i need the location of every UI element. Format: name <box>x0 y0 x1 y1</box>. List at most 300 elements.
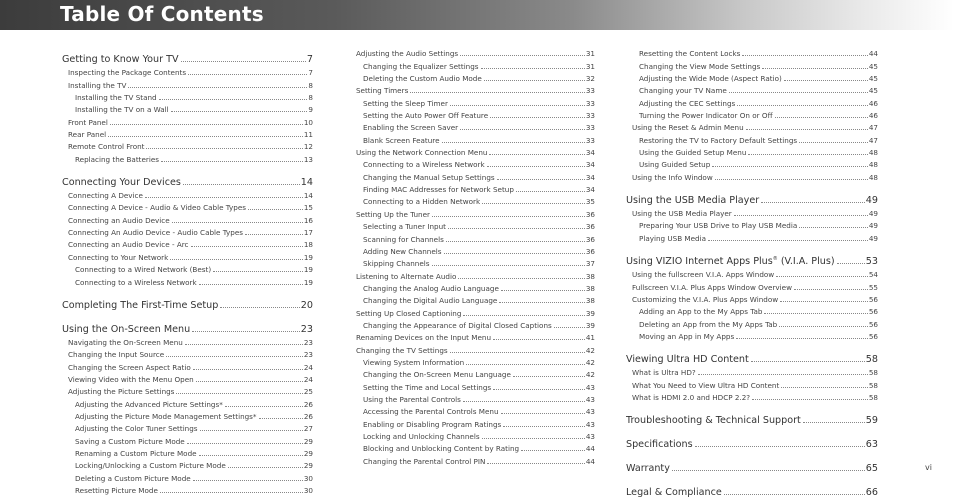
toc-entry-page: 49 <box>868 209 878 219</box>
dot-leader <box>715 179 868 180</box>
toc-column-1 <box>62 46 313 495</box>
dot-leader <box>245 234 303 235</box>
toc-entry-page: 43 <box>585 407 595 417</box>
dot-leader <box>672 470 865 471</box>
toc-entry-title: Changing the Input Source <box>68 350 165 360</box>
toc-entry-page: 23 <box>300 323 313 335</box>
toc-entry-page: 44 <box>585 456 595 466</box>
toc-entry-title: Renaming a Custom Picture Mode <box>75 448 197 458</box>
toc-section-entry[interactable] <box>626 481 878 498</box>
page-title: Table Of Contents <box>60 2 264 26</box>
toc-entry-page: 26 <box>303 399 313 409</box>
toc-entry-title: Changing the TV Settings <box>356 345 448 355</box>
toc-entry[interactable] <box>626 157 878 169</box>
toc-entry[interactable] <box>350 441 595 453</box>
dot-leader <box>501 290 585 291</box>
toc-entry-page: 46 <box>868 111 878 121</box>
toc-entry-page: 7 <box>306 54 313 65</box>
toc-entry-title: Installing the TV <box>68 80 127 90</box>
toc-entry-title: Replacing the Batteries <box>75 154 159 164</box>
toc-entry-page: 38 <box>585 271 595 281</box>
toc-entry-title: Using the fullscreen V.I.A. Apps Window <box>632 270 775 280</box>
toc-entry-title: Using the Parental Controls <box>363 394 461 404</box>
toc-entry-title: Setting the Time and Local Settings <box>363 382 492 392</box>
toc-entry-title: Fullscreen V.I.A. Plus Apps Window Overview <box>632 282 792 292</box>
toc-entry-page: 43 <box>585 382 595 392</box>
toc-entry-page: 11 <box>303 130 313 140</box>
toc-entry-title: Changing the Digital Audio Language <box>363 296 498 306</box>
toc-entry[interactable] <box>626 46 878 58</box>
toc-entry[interactable] <box>626 279 878 291</box>
toc-entry[interactable] <box>350 231 595 243</box>
dot-leader <box>742 55 867 56</box>
toc-entry[interactable] <box>62 225 313 237</box>
toc-entry-title: Front Panel <box>68 117 108 127</box>
toc-entry-title: Connecting an Audio Device - Arc <box>68 240 189 250</box>
toc-entry-page: 43 <box>585 432 595 441</box>
toc-entry-page: 48 <box>868 160 878 170</box>
toc-section-entry[interactable] <box>626 348 878 365</box>
dot-leader <box>191 246 303 247</box>
toc-entry-title: Connecting an Audio Device <box>68 215 170 225</box>
toc-entry-title: Playing USB Media <box>639 233 707 243</box>
toc-entry-page: 53 <box>865 255 878 267</box>
toc-entry[interactable] <box>350 429 595 441</box>
toc-entry-title: Adjusting the Advanced Picture Settings* <box>75 399 223 409</box>
toc-entry[interactable] <box>626 329 878 341</box>
dot-leader <box>432 265 585 266</box>
toc-entry-page: 45 <box>868 74 878 84</box>
toc-entry-page: 63 <box>865 438 878 450</box>
toc-entry-title: Using Guided Setup <box>639 160 711 170</box>
toc-entry[interactable] <box>350 206 595 218</box>
dot-leader <box>463 401 585 402</box>
toc-entry[interactable] <box>350 71 595 83</box>
toc-entry-title: Enabling or Disabling Program Ratings <box>363 419 502 429</box>
toc-entry-page: 58 <box>868 392 878 402</box>
toc-entry[interactable] <box>626 304 878 316</box>
toc-entry-page: 56 <box>868 307 878 317</box>
toc-entry[interactable] <box>62 421 313 433</box>
dot-leader <box>837 263 865 264</box>
dot-leader <box>521 450 585 451</box>
toc-section-entry[interactable] <box>62 171 313 188</box>
toc-entry-page: 36 <box>585 209 595 219</box>
toc-entry-page: 39 <box>585 320 595 330</box>
toc-entry[interactable] <box>350 330 595 342</box>
toc-entry[interactable] <box>350 355 595 367</box>
toc-entry-title: Completing The First-Time Setup <box>62 299 219 311</box>
toc-section-entry[interactable] <box>626 189 878 206</box>
dot-leader <box>450 105 585 106</box>
toc-entry[interactable] <box>62 335 313 347</box>
toc-entry[interactable] <box>350 367 595 379</box>
toc-entry[interactable] <box>62 151 313 163</box>
toc-entry-title: Installing the TV Stand <box>75 93 157 103</box>
toc-entry[interactable] <box>350 416 595 428</box>
toc-entry-page: 36 <box>585 222 595 232</box>
toc-entry-title: Selecting a Tuner Input <box>363 222 446 232</box>
toc-entry-title: Skipping Channels <box>363 259 430 269</box>
toc-entry-page: 31 <box>585 61 595 71</box>
toc-column-3 <box>626 46 878 498</box>
toc-entry-title: Listening to Alternate Audio <box>356 271 457 281</box>
dot-leader <box>185 344 303 345</box>
toc-entry-page: 13 <box>303 154 313 164</box>
dot-leader <box>110 124 303 125</box>
toc-entry[interactable] <box>350 256 595 268</box>
toc-entry[interactable] <box>350 83 595 95</box>
dot-leader <box>432 216 585 217</box>
toc-entry-page: 56 <box>868 294 878 304</box>
toc-entry-page: 47 <box>868 123 878 133</box>
toc-entry-page: 33 <box>585 135 595 145</box>
toc-entry-page: 31 <box>585 49 595 59</box>
dot-leader <box>145 197 303 198</box>
toc-entry[interactable] <box>350 169 595 181</box>
toc-entry-title: What You Need to View Ultra HD Content <box>632 380 780 390</box>
toc-entry[interactable] <box>626 390 878 402</box>
toc-entry-page: 24 <box>303 362 313 372</box>
toc-entry-title: Adjusting the CEC Settings <box>639 98 736 108</box>
toc-entry-page: 47 <box>868 135 878 145</box>
toc-entry[interactable] <box>62 249 313 261</box>
toc-entry-title: Deleting an App from the My Apps Tab <box>639 319 778 329</box>
toc-entry-page: 42 <box>585 370 595 380</box>
toc-entry-page: 29 <box>303 448 313 458</box>
dot-leader <box>108 136 303 137</box>
toc-entry[interactable] <box>350 379 595 391</box>
dot-leader <box>729 92 868 93</box>
toc-entry[interactable] <box>62 446 313 458</box>
toc-entry-title: Viewing Ultra HD Content <box>626 353 749 365</box>
toc-entry-title: Changing the Appearance of Digital Closed Captions <box>363 320 552 330</box>
toc-entry[interactable] <box>62 200 313 212</box>
dot-leader <box>737 105 868 106</box>
toc-entry-page: 30 <box>303 485 313 495</box>
dot-leader <box>193 480 303 481</box>
toc-entry[interactable] <box>626 95 878 107</box>
dot-leader <box>187 443 303 444</box>
toc-entry[interactable] <box>626 377 878 389</box>
toc-entry-title: Using VIZIO Internet Apps Plus® (V.I.A. Plus) <box>626 255 835 267</box>
dot-leader <box>499 302 584 303</box>
toc-entry-page: 12 <box>303 142 313 152</box>
toc-entry-title: Moving an App in My Apps <box>639 331 735 341</box>
toc-entry-page: 30 <box>303 473 313 483</box>
dot-leader <box>160 492 303 493</box>
toc-entry[interactable] <box>350 293 595 305</box>
toc-entry-page: 34 <box>585 185 595 195</box>
toc-entry[interactable] <box>62 470 313 482</box>
toc-entry[interactable] <box>350 132 595 144</box>
toc-section-entry[interactable] <box>626 409 878 426</box>
toc-entry-title: Viewing Video with the Menu Open <box>68 374 194 384</box>
toc-entry-title: Adjusting the Picture Mode Management Settings* <box>75 411 257 421</box>
toc-entry-title: Setting the Sleep Timer <box>363 98 448 108</box>
toc-entry[interactable] <box>350 58 595 70</box>
toc-entry-title: Blank Screen Feature <box>363 135 440 145</box>
toc-section-entry[interactable] <box>626 250 878 267</box>
toc-entry[interactable] <box>350 318 595 330</box>
title-bar <box>0 0 954 30</box>
toc-entry-page: 26 <box>303 411 313 421</box>
dot-leader <box>695 446 865 447</box>
dot-leader <box>503 426 585 427</box>
toc-entry[interactable] <box>350 108 595 120</box>
toc-entry[interactable] <box>62 458 313 470</box>
dot-leader <box>482 203 585 204</box>
toc-entry[interactable] <box>350 120 595 132</box>
toc-entry-title: Setting Up Closed Captioning <box>356 308 462 318</box>
dot-leader <box>761 202 865 203</box>
toc-entry[interactable] <box>350 157 595 169</box>
toc-entry-page: 39 <box>585 308 595 318</box>
toc-entry-title: Changing the Parental Control PIN <box>363 456 486 466</box>
dot-leader <box>444 253 585 254</box>
toc-entry[interactable] <box>62 77 313 89</box>
toc-entry[interactable] <box>626 267 878 279</box>
toc-entry[interactable] <box>626 58 878 70</box>
toc-entry-title: Changing the On-Screen Menu Language <box>363 370 511 380</box>
toc-entry-title: What is HDMI 2.0 and HDCP 2.2? <box>632 392 751 402</box>
toc-entry[interactable] <box>350 145 595 157</box>
toc-entry[interactable] <box>62 384 313 396</box>
toc-section-entry[interactable] <box>626 433 878 450</box>
toc-entry-title: Using the Guided Setup Menu <box>639 148 747 158</box>
toc-entry-page: 19 <box>303 252 313 262</box>
toc-entry-page: 33 <box>585 123 595 133</box>
toc-entry-page: 19 <box>303 265 313 275</box>
toc-entry-page: 32 <box>585 74 595 84</box>
toc-entry[interactable] <box>350 194 595 206</box>
dot-leader <box>176 393 302 394</box>
toc-entry-page: 48 <box>868 148 878 158</box>
toc-entry[interactable] <box>626 292 878 304</box>
toc-entry-page: 14 <box>303 191 313 201</box>
toc-entry[interactable] <box>62 372 313 384</box>
toc-entry[interactable] <box>350 404 595 416</box>
dot-leader <box>481 68 585 69</box>
toc-entry-title: Restoring the TV to Factory Default Settings <box>639 135 798 145</box>
toc-entry[interactable] <box>62 102 313 114</box>
dot-leader <box>799 227 868 228</box>
dot-leader <box>188 74 307 75</box>
toc-entry-title: Locking and Unlocking Channels <box>363 432 480 441</box>
toc-entry[interactable] <box>350 95 595 107</box>
toc-section-entry[interactable] <box>626 457 878 474</box>
toc-entry-page: 46 <box>868 98 878 108</box>
toc-entry[interactable] <box>626 316 878 328</box>
toc-entry-title: Turning the Power Indicator On or Off <box>639 111 773 121</box>
toc-entry-title: Using the Network Connection Menu <box>356 148 488 158</box>
toc-entry-title: Navigating the On-Screen Menu <box>68 337 183 347</box>
toc-entry[interactable] <box>350 342 595 354</box>
toc-entry-page: 36 <box>585 246 595 256</box>
toc-entry-page: 44 <box>585 444 595 454</box>
dot-leader <box>776 276 868 277</box>
toc-entry-page: 41 <box>585 333 595 343</box>
toc-entry[interactable] <box>62 483 313 495</box>
toc-entry-title: Warranty <box>626 462 670 474</box>
toc-entry-title: Setting Timers <box>356 86 409 96</box>
toc-entry[interactable] <box>62 274 313 286</box>
toc-entry-page: 7 <box>308 68 313 78</box>
toc-entry-title: Connecting A Device - Audio & Video Cable Types <box>68 203 247 213</box>
dot-leader <box>751 361 865 362</box>
toc-entry-page: 23 <box>303 350 313 360</box>
toc-entry[interactable] <box>62 347 313 359</box>
dot-leader <box>794 289 868 290</box>
toc-entry-page: 14 <box>300 176 313 188</box>
toc-entry[interactable] <box>626 145 878 157</box>
toc-entry[interactable] <box>62 237 313 249</box>
toc-entry[interactable] <box>626 120 878 132</box>
toc-entry[interactable] <box>62 90 313 102</box>
toc-section-entry[interactable] <box>62 48 313 65</box>
toc-entry-page: 34 <box>585 160 595 170</box>
dot-leader <box>193 369 303 370</box>
toc-entry[interactable] <box>62 433 313 445</box>
toc-entry-title: Changing the Equalizer Settings <box>363 61 479 71</box>
toc-entry[interactable] <box>62 262 313 274</box>
toc-entry[interactable] <box>350 46 595 58</box>
toc-entry[interactable] <box>350 305 595 317</box>
toc-entry-title: Adjusting the Picture Settings <box>68 387 175 397</box>
toc-entry[interactable] <box>626 230 878 242</box>
toc-entry-title: Changing the Manual Setup Settings <box>363 172 495 182</box>
toc-entry-page: 35 <box>585 197 595 207</box>
toc-entry[interactable] <box>626 365 878 377</box>
toc-entry-page: 23 <box>303 337 313 347</box>
toc-entry-page: 29 <box>303 436 313 446</box>
toc-entry[interactable] <box>62 65 313 77</box>
toc-entry-page: 17 <box>303 228 313 238</box>
toc-entry-page: 65 <box>865 462 878 474</box>
dot-leader <box>708 240 868 241</box>
toc-entry-page: 38 <box>585 283 595 293</box>
toc-entry-title: Viewing System Information <box>363 357 465 367</box>
toc-entry-page: 45 <box>868 86 878 96</box>
dot-leader <box>748 154 867 155</box>
dot-leader <box>736 338 868 339</box>
dot-leader <box>448 228 585 229</box>
toc-entry-title: Setting Up the Tuner <box>356 209 430 219</box>
toc-section-entry[interactable] <box>62 318 313 335</box>
toc-entry-title: Changing the Analog Audio Language <box>363 283 499 293</box>
dot-leader <box>781 387 868 388</box>
dot-leader <box>161 161 303 162</box>
toc-entry-title: Customizing the V.I.A. Plus Apps Window <box>632 294 779 304</box>
toc-entry[interactable] <box>626 108 878 120</box>
toc-entry[interactable] <box>626 218 878 230</box>
dot-leader <box>712 166 868 167</box>
toc-entry[interactable] <box>626 71 878 83</box>
toc-entry-page: 55 <box>868 282 878 292</box>
dot-leader <box>460 129 585 130</box>
dot-leader <box>213 271 303 272</box>
toc-entry-page: 42 <box>585 357 595 367</box>
toc-entry-title: Legal & Compliance <box>626 486 722 498</box>
toc-entry-page: 34 <box>585 172 595 182</box>
toc-entry-page: 58 <box>868 380 878 390</box>
dot-leader <box>220 307 299 308</box>
toc-entry-page: 16 <box>303 215 313 225</box>
toc-entry[interactable] <box>62 359 313 371</box>
toc-entry[interactable] <box>350 182 595 194</box>
toc-entry[interactable] <box>350 453 595 465</box>
dot-leader <box>181 61 306 62</box>
toc-entry-page: 29 <box>303 461 313 471</box>
dot-leader <box>199 455 303 456</box>
dot-leader <box>170 259 303 260</box>
toc-entry-title: Enabling the Screen Saver <box>363 123 459 133</box>
dot-leader <box>803 422 865 423</box>
toc-entry[interactable] <box>626 169 878 181</box>
toc-entry[interactable] <box>62 212 313 224</box>
toc-entry[interactable] <box>626 132 878 144</box>
dot-leader <box>779 326 868 327</box>
toc-entry[interactable] <box>626 206 878 218</box>
dot-leader <box>466 364 585 365</box>
toc-entry[interactable] <box>62 127 313 139</box>
dot-leader <box>442 142 585 143</box>
dot-leader <box>183 184 300 185</box>
toc-entry-page: 8 <box>308 93 313 103</box>
dot-leader <box>458 278 585 279</box>
toc-entry-title: Resetting Picture Mode <box>75 485 158 495</box>
toc-entry-title: Connecting to a Hidden Network <box>363 197 481 207</box>
toc-entry-title: Specifications <box>626 438 693 450</box>
dot-leader <box>484 80 585 81</box>
toc-entry-page: 56 <box>868 319 878 329</box>
dot-leader <box>493 339 585 340</box>
toc-entry[interactable] <box>62 139 313 151</box>
toc-entry[interactable] <box>62 114 313 126</box>
toc-entry-page: 45 <box>868 61 878 71</box>
toc-entry-page: 58 <box>865 353 878 365</box>
toc-entry[interactable] <box>62 396 313 408</box>
toc-entry-title: Connecting to a Wireless Network <box>75 277 197 287</box>
dot-leader <box>192 331 300 332</box>
toc-entry[interactable] <box>626 83 878 95</box>
toc-section-entry[interactable] <box>62 294 313 311</box>
toc-entry-page: 33 <box>585 98 595 108</box>
toc-entry-page: 19 <box>303 277 313 287</box>
toc-entry-title: Resetting the Content Locks <box>639 49 741 59</box>
toc-entry-page: 42 <box>585 345 595 355</box>
toc-entry[interactable] <box>62 188 313 200</box>
dot-leader <box>463 315 584 316</box>
toc-entry[interactable] <box>350 281 595 293</box>
dot-leader <box>146 148 302 149</box>
toc-entry[interactable] <box>350 268 595 280</box>
toc-entry-page: 36 <box>585 234 595 244</box>
toc-entry[interactable] <box>350 392 595 404</box>
dot-leader <box>225 406 303 407</box>
toc-entry[interactable] <box>62 409 313 421</box>
toc-entry-page: 33 <box>585 86 595 96</box>
dot-leader <box>497 179 585 180</box>
toc-entry-page: 49 <box>868 233 878 243</box>
toc-entry[interactable] <box>350 219 595 231</box>
toc-entry[interactable] <box>350 244 595 256</box>
toc-entry-title: Changing the Screen Aspect Ratio <box>68 362 191 372</box>
toc-entry-title: Connecting Your Devices <box>62 176 181 188</box>
toc-entry-page: 49 <box>868 221 878 231</box>
dot-leader <box>487 166 585 167</box>
toc-entry-title: Locking/Unlocking a Custom Picture Mode <box>75 461 226 471</box>
